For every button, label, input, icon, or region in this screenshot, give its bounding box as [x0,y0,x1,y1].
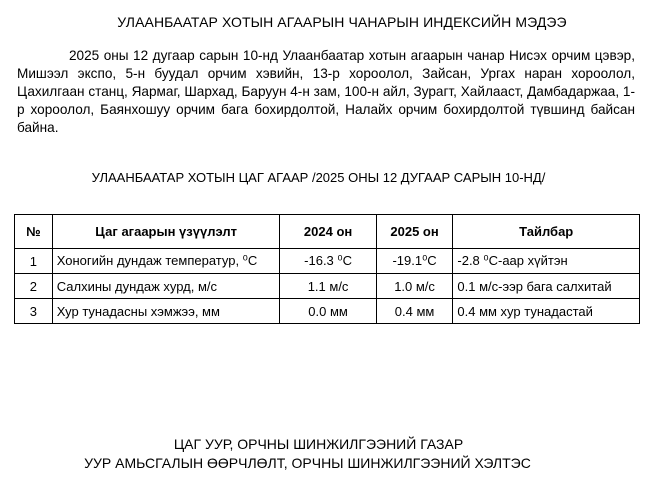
document-title [0,14,649,30]
row-note: 0.1 м/с-ээр бага салхитай [453,274,640,299]
row-no: 3 [15,299,53,324]
row-2024-value: -16.3 ⁰С [280,249,376,274]
row-no: 2 [15,274,53,299]
row-indicator: Хур тунадасны хэмжээ, мм [52,299,280,324]
header-2024: 2024 он [280,215,376,249]
row-indicator: Хоногийн дундаж температур, ⁰С [52,249,280,274]
footer-division [0,455,649,471]
row-2025-value: -19.1⁰С [376,249,453,274]
row-no: 1 [15,249,53,274]
header-indicator: Цаг агаарын үзүүлэлт [52,215,280,249]
table-title [0,170,649,185]
row-note: -2.8 ⁰С-аар хүйтэн [453,249,640,274]
table-row [15,299,640,324]
weather-table [14,214,640,324]
row-indicator: Салхины дундаж хурд, м/с [52,274,280,299]
table-title-text: УЛААНБААТАР ХОТЫН ЦАГ АГААР /2025 ОНЫ 12 ДУГААР САРЫН 10-НД/ [91,170,546,185]
header-2025: 2025 он [376,215,453,249]
footer-division-text: УУР АМЬСГАЛЫН ӨӨРЧЛӨЛТ, ОРЧНЫ ШИНЖИЛГЭЭНИЙ ХЭЛТЭС [84,455,531,471]
header-note: Тайлбар [453,215,640,249]
table-row [15,274,640,299]
header-no: № [15,215,53,249]
row-2024-value: 1.1 м/с [280,274,376,299]
row-2025-value: 0.4 мм [376,299,453,324]
table-header-row [15,215,640,249]
row-2025-value: 1.0 м/с [376,274,453,299]
footer-department-text: ЦАГ УУР, ОРЧНЫ ШИНЖИЛГЭЭНИЙ ГАЗАР [173,436,464,452]
row-note: 0.4 мм хур тунадастай [453,299,640,324]
body-paragraph: 2025 оны 12 дугаар сарын 10-нд Улаанбаатар хотын агаарын чанар Нисэх орчим цэвэр, Мишээл экспо, 5-н буудал орчим хэвийн, 13-р хороолол, Зайсан, Ургах наран хороолол, Цахилгаан станц, Яармаг, Шархад, Баруун 4-н зам, 100-н айл, Зурагт, Хайлааст, Дамбадаржаа, 1-р хороолол, Баянхошуу орчим бага бохирдолтой, Налайх орчим бохирдолтой түвшинд байсан байна. [17,48,635,135]
row-2024-value: 0.0 мм [280,299,376,324]
table-row [15,249,640,274]
document-title-text: УЛААНБААТАР ХОТЫН АГААРЫН ЧАНАРЫН ИНДЕКСИЙН МЭДЭЭ [117,14,567,30]
footer-department [0,436,649,452]
